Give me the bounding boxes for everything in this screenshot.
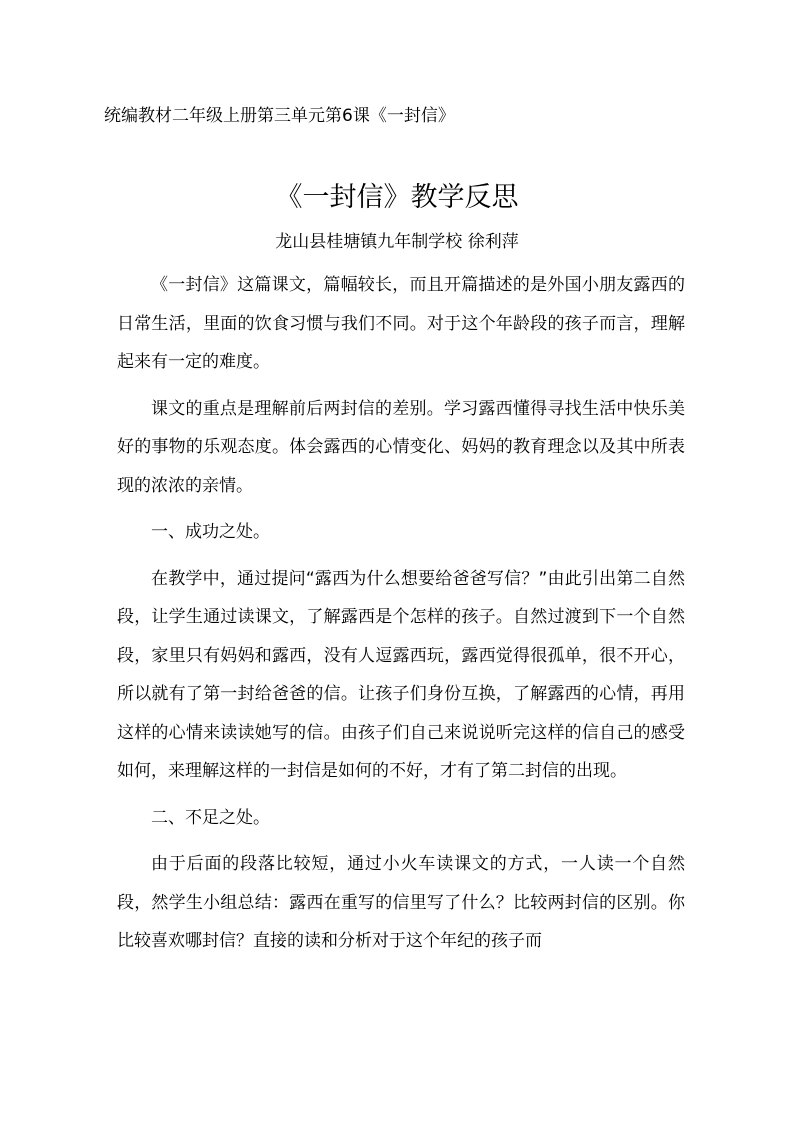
document-title: 《一封信》教学反思 [275, 182, 519, 213]
paragraph-focus: 课文的重点是理解前后两封信的差别。学习露西懂得寻找生活中快乐美好的事物的乐观态度。体会露西的心情变化、妈妈的教育理念以及其中所表现的浓浓的亲情。 [117, 398, 685, 496]
paragraph-shortcoming: 由于后面的段落比较短，通过小火车读课文的方式，一人读一个自然段，然学生小组总结：露西在重写的信里写了什么？比较两封信的区别。你比较喜欢哪封信？直接的读和分析对于这个年纪的孩子而 [117, 854, 685, 951]
paragraph-intro: 《一封信》这篇课文，篇幅较长，而且开篇描述的是外国小朋友露西的日常生活，里面的饮食习惯与我们不同。对于这个年龄段的孩子而言，理解起来有一定的难度。 [117, 275, 685, 372]
paragraph-success: 在教学中，通过提问“露西为什么想要给爸爸写信？”由此引出第二自然段，让学生通过读课文，了解露西是个怎样的孩子。自然过渡到下一个自然段，家里只有妈妈和露西，没有人逗露西玩，露西觉得很孤单，很不开心，所以就有了第一封给爸爸的信。让孩子们身份互换，了解露西的心情，再用这样的心情来读读她写的信。由孩子们自己来说说听完这样的信自己的感受如何，来理解这样的一封信是如何的不好，才有了第二封信的出现。 [117, 568, 685, 781]
document-body [117, 266, 685, 969]
document-header: 统编教材二年级上册第三单元第6课《一封信》 [104, 106, 455, 126]
section-heading-shortcoming: 二、不足之处。 [151, 807, 270, 828]
section-heading-success: 一、成功之处。 [151, 522, 270, 542]
document-author: 龙山县桂塘镇九年制学校 徐利萍 [275, 232, 519, 252]
